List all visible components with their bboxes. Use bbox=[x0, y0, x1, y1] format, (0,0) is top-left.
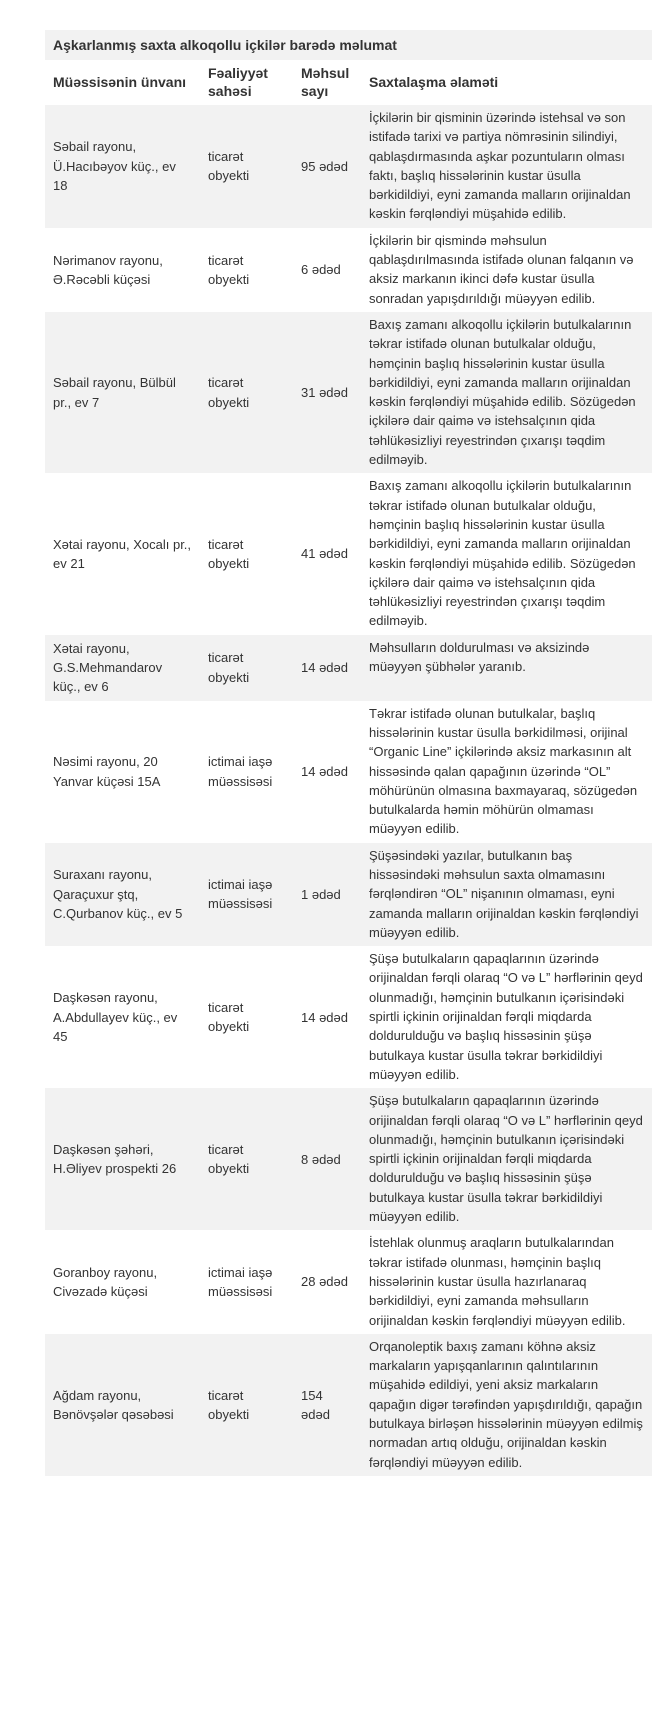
cell-sign: İçkilərin bir qisminin üzərində istehsal və son istifadə tarixi və partiya nömrəsinin silindiyi, qablaşdırmasında aşkar pozuntuların olması faktı, başlıq hissələrinin kustar üsulla bərkidildiyi, eyni zamanda malların orijinaldan kəskin fərqləndiyi müşahidə edilib. bbox=[361, 105, 652, 228]
table-title: Aşkarlanmış saxta alkoqollu içkilər barədə məlumat bbox=[45, 30, 652, 60]
header-address: Müəssisənin ünvanı bbox=[45, 60, 200, 105]
cell-address: Səbail rayonu, Bülbül pr., ev 7 bbox=[45, 312, 200, 473]
cell-sign: İçkilərin bir qismində məhsulun qablaşdırılmasında istifadə olunan falqanın və aksiz markanın ikinci dəfə kustar üsulla sonradan yapışdırıldığı müəyyən edilib. bbox=[361, 228, 652, 312]
cell-sign: Orqanoleptik baxış zamanı köhnə aksiz markaların yapışqanlarının qalıntılarının müşahidə edildiyi, yeni aksiz markaların qapağın digər tərəfindən yapışdırıldığı, qapağın butulkaya birləşən hissələrinin müəyyən edilmiş normadan artıq olduğu, orijinaldan kəskin fərqləndiyi müəyyən edilib. bbox=[361, 1334, 652, 1476]
cell-count: 14 ədəd bbox=[293, 946, 361, 1088]
cell-count: 14 ədəd bbox=[293, 701, 361, 843]
cell-count: 14 ədəd bbox=[293, 635, 361, 701]
table-header bbox=[45, 60, 652, 105]
cell-activity: ticarət obyekti bbox=[200, 228, 293, 312]
cell-activity: ticarət obyekti bbox=[200, 1334, 293, 1476]
cell-count: 154 ədəd bbox=[293, 1334, 361, 1476]
table-row bbox=[45, 843, 652, 946]
cell-address: Xətai rayonu, G.S.Mehmandarov küç., ev 6 bbox=[45, 635, 200, 701]
cell-address: Suraxanı rayonu, Qaraçuxur ştq, C.Qurbanov küç., ev 5 bbox=[45, 843, 200, 946]
cell-address: Nəsimi rayonu, 20 Yanvar küçəsi 15A bbox=[45, 701, 200, 843]
cell-address: Goranboy rayonu, Civəzadə küçəsi bbox=[45, 1230, 200, 1333]
header-count: Məhsul sayı bbox=[293, 60, 361, 105]
cell-activity: ictimai iaşə müəssisəsi bbox=[200, 843, 293, 946]
cell-sign: İstehlak olunmuş araqların butulkalarından təkrar istifadə olunması, həmçinin başlıq hissələrinin kustar üsulla hazırlanaraq bərkidildiyi, eyni zamanda məhsulların orijinaldan kəskin fərqləndiyi müəyyən edilib. bbox=[361, 1230, 652, 1333]
table-row bbox=[45, 701, 652, 843]
cell-activity: ticarət obyekti bbox=[200, 946, 293, 1088]
table-row bbox=[45, 312, 652, 473]
cell-count: 31 ədəd bbox=[293, 312, 361, 473]
cell-activity: ticarət obyekti bbox=[200, 105, 293, 228]
table-row bbox=[45, 635, 652, 701]
cell-sign: Baxış zamanı alkoqollu içkilərin butulkalarının təkrar istifadə olunan butulkalar olduğu, həmçinin başlıq hissələrinin kustar üsulla bərkidildiyi, eyni zamanda malların orijinaldan kəskin fərqləndiyi müşahidə edilib. Sözügedən içkilərə dair qaimə və istehsalçının qida təhlükəsizliyi reyestrindən çıxarışı təqdim edilməyib. bbox=[361, 312, 652, 473]
header-activity: Fəaliyyət sahəsi bbox=[200, 60, 293, 105]
cell-sign: Məhsulların doldurulması və aksizində müəyyən şübhələr yaranıb. bbox=[361, 635, 652, 701]
cell-sign: Şüşə butulkaların qapaqlarının üzərində orijinaldan fərqli olaraq “O və L” hərflərinin qeyd olunmadığı, həmçinin butulkanın içərisindəki spirtli içkinin orijinaldan fərqli miqdarda doldurulduğu və başlıq hissəsinin şüşə butulkaya kustar üsulla təkrar bərkidildiyi müəyyən edilib. bbox=[361, 946, 652, 1088]
cell-address: Ağdam rayonu, Bənövşələr qəsəbəsi bbox=[45, 1334, 200, 1476]
cell-address: Səbail rayonu, Ü.Hacıbəyov küç., ev 18 bbox=[45, 105, 200, 228]
cell-count: 28 ədəd bbox=[293, 1230, 361, 1333]
cell-count: 95 ədəd bbox=[293, 105, 361, 228]
content-area bbox=[45, 30, 652, 1476]
table-row bbox=[45, 1334, 652, 1476]
cell-count: 6 ədəd bbox=[293, 228, 361, 312]
table-row bbox=[45, 105, 652, 228]
cell-activity: ticarət obyekti bbox=[200, 635, 293, 701]
table-row bbox=[45, 1088, 652, 1230]
table-row bbox=[45, 228, 652, 312]
cell-sign: Təkrar istifadə olunan butulkalar, başlıq hissələrinin kustar üsulla bərkidilməsi, orijinal “Organic Line” içkilərində aksiz markasının alt hissəsində qalan qapağının üzərində “OL” möhürünün olmasına baxmayaraq, sözügedən butulkalarda həmin möhürün olmaması müəyyən edilib. bbox=[361, 701, 652, 843]
cell-address: Nərimanov rayonu, Ə.Rəcəbli küçəsi bbox=[45, 228, 200, 312]
header-row bbox=[45, 60, 652, 105]
counterfeit-alcohol-table bbox=[45, 30, 652, 1476]
cell-activity: ticarət obyekti bbox=[200, 1088, 293, 1230]
cell-activity: ticarət obyekti bbox=[200, 312, 293, 473]
cell-count: 1 ədəd bbox=[293, 843, 361, 946]
cell-sign: Şüşəsindəki yazılar, butulkanın baş hissəsindəki məhsulun saxta olmamasını fərqləndirən “OL” nişanının olmaması, eyni zamanda malların orijinaldan kəskin fərqləndiyi müəyyən edilib. bbox=[361, 843, 652, 946]
cell-count: 8 ədəd bbox=[293, 1088, 361, 1230]
header-sign: Saxtalaşma əlaməti bbox=[361, 60, 652, 105]
cell-sign: Baxış zamanı alkoqollu içkilərin butulkalarının təkrar istifadə olunan butulkalar olduğu, həmçinin başlıq hissələrinin kustar üsulla bərkidildiyi, eyni zamanda malların orijinaldan kəskin fərqləndiyi müşahidə edilib. Sözügedən içkilərə dair qaimə və istehsalçının qida təhlükəsizliyi reyestrindən çıxarışı təqdim edilməyib. bbox=[361, 473, 652, 634]
table-row bbox=[45, 946, 652, 1088]
cell-address: Daşkəsən şəhəri, H.Əliyev prospekti 26 bbox=[45, 1088, 200, 1230]
table-row bbox=[45, 473, 652, 634]
table-row bbox=[45, 1230, 652, 1333]
cell-address: Xətai rayonu, Xocalı pr., ev 21 bbox=[45, 473, 200, 634]
cell-activity: ictimai iaşə müəssisəsi bbox=[200, 1230, 293, 1333]
cell-activity: ictimai iaşə müəssisəsi bbox=[200, 701, 293, 843]
table-body bbox=[45, 105, 652, 1476]
cell-count: 41 ədəd bbox=[293, 473, 361, 634]
cell-sign: Şüşə butulkaların qapaqlarının üzərində orijinaldan fərqli olaraq “O və L” hərflərinin qeyd olunmadığı, həmçinin butulkanın içərisindəki spirtli içkinin orijinaldan fərqli miqdarda doldurulduğu və başlıq hissəsinin şüşə butulkaya kustar üsulla təkrar bərkidildiyi müəyyən edilib. bbox=[361, 1088, 652, 1230]
cell-address: Daşkəsən rayonu, A.Abdullayev küç., ev 45 bbox=[45, 946, 200, 1088]
cell-activity: ticarət obyekti bbox=[200, 473, 293, 634]
